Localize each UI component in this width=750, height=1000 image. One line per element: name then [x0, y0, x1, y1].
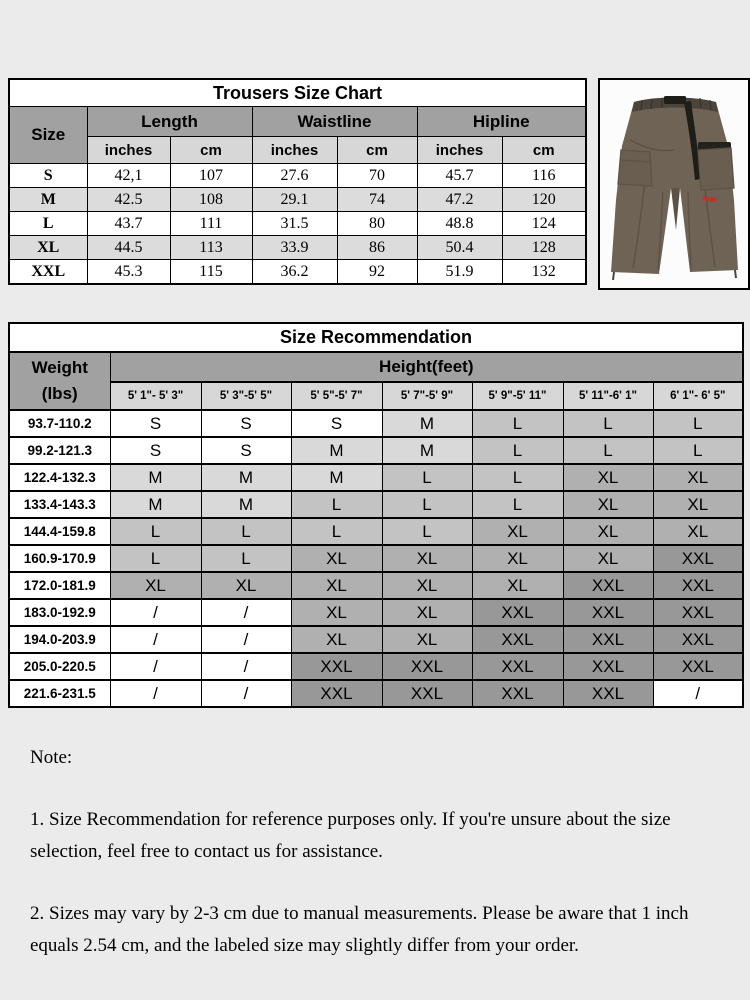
notes-section	[30, 742, 730, 992]
recommended-size-cell: L	[563, 410, 653, 437]
recommended-size-cell: XL	[563, 518, 653, 545]
recommended-size-cell: XXL	[653, 626, 743, 653]
recommendation-row	[9, 680, 743, 707]
height-range: 5' 11"-6' 1"	[563, 382, 653, 410]
recommended-size-cell: M	[110, 464, 201, 491]
weight-range-cell: 144.4-159.8	[9, 518, 110, 545]
recommendation-row	[9, 626, 743, 653]
weight-range-cell: 194.0-203.9	[9, 626, 110, 653]
recommendation-row	[9, 410, 743, 437]
recommended-size-cell: XXL	[563, 653, 653, 680]
recommended-size-cell: S	[201, 410, 291, 437]
measurement-cell: 33.9	[252, 236, 337, 260]
recommendation-row	[9, 545, 743, 572]
size-chart-title: Trousers Size Chart	[9, 79, 586, 107]
trousers-size-chart-table	[8, 78, 587, 285]
recommended-size-cell: /	[110, 599, 201, 626]
recommendation-body	[9, 410, 743, 707]
height-range: 5' 1"- 5' 3"	[110, 382, 201, 410]
weight-range-cell: 122.4-132.3	[9, 464, 110, 491]
size-chart-body	[9, 164, 586, 285]
hipline-group-header: Hipline	[417, 107, 586, 137]
recommendation-row	[9, 518, 743, 545]
measurement-cell: 74	[337, 188, 417, 212]
unit-header: inches	[87, 137, 170, 164]
recommended-size-cell: XXL	[653, 599, 743, 626]
measurement-cell: 116	[502, 164, 586, 188]
recommended-size-cell: M	[110, 491, 201, 518]
recommendation-row	[9, 653, 743, 680]
recommended-size-cell: L	[653, 437, 743, 464]
size-chart-row	[9, 188, 586, 212]
recommended-size-cell: L	[653, 410, 743, 437]
left-cargo-pocket	[618, 150, 652, 186]
recommendation-header-row	[9, 352, 743, 382]
right-cargo-pocket	[698, 148, 734, 190]
recommended-size-cell: XL	[653, 464, 743, 491]
recommended-size-cell: L	[472, 464, 563, 491]
size-corner-header: Size	[9, 107, 87, 164]
recommended-size-cell: XXL	[563, 572, 653, 599]
weight-header-line1: Weight	[31, 357, 88, 377]
unit-header: inches	[417, 137, 502, 164]
recommendation-row	[9, 464, 743, 491]
recommended-size-cell: L	[201, 545, 291, 572]
size-label-cell: S	[9, 164, 87, 188]
measurement-cell: 29.1	[252, 188, 337, 212]
recommended-size-cell: /	[110, 626, 201, 653]
weight-range-cell: 183.0-192.9	[9, 599, 110, 626]
recommended-size-cell: S	[110, 410, 201, 437]
recommended-size-cell: L	[110, 518, 201, 545]
unit-header: cm	[502, 137, 586, 164]
measurement-cell: 80	[337, 212, 417, 236]
recommended-size-cell: XL	[110, 572, 201, 599]
recommended-size-cell: /	[201, 599, 291, 626]
measurement-cell: 44.5	[87, 236, 170, 260]
height-range: 5' 9"-5' 11"	[472, 382, 563, 410]
measurement-cell: 120	[502, 188, 586, 212]
chart-group-header-row	[9, 107, 586, 137]
recommended-size-cell: L	[563, 437, 653, 464]
recommended-size-cell: L	[110, 545, 201, 572]
recommended-size-cell: S	[291, 410, 382, 437]
recommended-size-cell: M	[382, 410, 472, 437]
measurement-cell: 27.6	[252, 164, 337, 188]
weight-range-cell: 93.7-110.2	[9, 410, 110, 437]
height-header: Height(feet)	[110, 352, 743, 382]
measurement-cell: 31.5	[252, 212, 337, 236]
size-chart-row	[9, 164, 586, 188]
length-group-header: Length	[87, 107, 252, 137]
waistline-group-header: Waistline	[252, 107, 417, 137]
belt-buckle	[664, 96, 686, 104]
recommended-size-cell: XL	[653, 491, 743, 518]
recommended-size-cell: XL	[563, 491, 653, 518]
weight-range-cell: 172.0-181.9	[9, 572, 110, 599]
size-chart-row	[9, 212, 586, 236]
measurement-cell: 48.8	[417, 212, 502, 236]
recommended-size-cell: L	[382, 518, 472, 545]
left-hem-drawcord	[613, 272, 614, 280]
chart-title-row	[9, 79, 586, 107]
recommended-size-cell: M	[201, 464, 291, 491]
recommended-size-cell: L	[382, 464, 472, 491]
recommended-size-cell: /	[201, 680, 291, 707]
recommended-size-cell: XXL	[653, 572, 743, 599]
recommended-size-cell: /	[110, 680, 201, 707]
size-recommendation-table	[8, 322, 744, 708]
recommended-size-cell: /	[201, 653, 291, 680]
recommended-size-cell: XXL	[563, 626, 653, 653]
recommended-size-cell: XXL	[563, 599, 653, 626]
height-range: 5' 3"-5' 5"	[201, 382, 291, 410]
recommended-size-cell: XXL	[472, 680, 563, 707]
measurement-cell: 45.7	[417, 164, 502, 188]
height-range: 5' 5"-5' 7"	[291, 382, 382, 410]
recommended-size-cell: XL	[291, 572, 382, 599]
size-chart-row	[9, 236, 586, 260]
measurement-cell: 42.5	[87, 188, 170, 212]
measurement-cell: 70	[337, 164, 417, 188]
recommended-size-cell: XXL	[472, 599, 563, 626]
measurement-cell: 113	[170, 236, 252, 260]
recommended-size-cell: XXL	[472, 653, 563, 680]
recommended-size-cell: L	[291, 518, 382, 545]
measurement-cell: 111	[170, 212, 252, 236]
recommended-size-cell: L	[382, 491, 472, 518]
recommended-size-cell: XXL	[472, 626, 563, 653]
weight-range-cell: 99.2-121.3	[9, 437, 110, 464]
measurement-cell: 124	[502, 212, 586, 236]
trousers-illustration	[600, 80, 748, 288]
recommendation-row	[9, 437, 743, 464]
weight-header-line2: (lbs)	[41, 384, 78, 403]
size-label-cell: XXL	[9, 260, 87, 285]
recommended-size-cell: XXL	[291, 680, 382, 707]
recommended-size-cell: XXL	[653, 545, 743, 572]
weight-range-cell: 160.9-170.9	[9, 545, 110, 572]
recommended-size-cell: XXL	[653, 653, 743, 680]
recommended-size-cell: L	[201, 518, 291, 545]
note-item-1: 1. Size Recommendation for reference purposes only. If you're unsure about the size selection, feel free to contact us for assistance.	[30, 809, 671, 862]
recommended-size-cell: XL	[382, 599, 472, 626]
recommended-size-cell: /	[201, 626, 291, 653]
recommended-size-cell: XL	[653, 518, 743, 545]
recommended-size-cell: M	[291, 437, 382, 464]
measurement-cell: 36.2	[252, 260, 337, 285]
recommended-size-cell: XL	[472, 518, 563, 545]
unit-header: cm	[337, 137, 417, 164]
pants-crotch-shadow	[671, 188, 680, 230]
measurement-cell: 86	[337, 236, 417, 260]
recommended-size-cell: XL	[201, 572, 291, 599]
size-recommendation-title: Size Recommendation	[9, 323, 743, 352]
measurement-cell: 50.4	[417, 236, 502, 260]
recommended-size-cell: S	[201, 437, 291, 464]
recommendation-row	[9, 599, 743, 626]
recommended-size-cell: M	[201, 491, 291, 518]
recommendation-title-row	[9, 323, 743, 352]
measurement-cell: 108	[170, 188, 252, 212]
recommended-size-cell: S	[110, 437, 201, 464]
recommended-size-cell: XL	[291, 545, 382, 572]
measurement-cell: 45.3	[87, 260, 170, 285]
right-hem-drawcord	[735, 270, 736, 278]
recommendation-row	[9, 491, 743, 518]
weight-range-cell: 221.6-231.5	[9, 680, 110, 707]
recommended-size-cell: L	[472, 437, 563, 464]
recommended-size-cell: L	[472, 491, 563, 518]
product-photo	[598, 78, 750, 290]
size-label-cell: M	[9, 188, 87, 212]
recommended-size-cell: XL	[563, 545, 653, 572]
recommended-size-cell: XL	[563, 464, 653, 491]
size-label-cell: L	[9, 212, 87, 236]
recommended-size-cell: XL	[382, 572, 472, 599]
unit-header: inches	[252, 137, 337, 164]
recommended-size-cell: M	[291, 464, 382, 491]
measurement-cell: 128	[502, 236, 586, 260]
weight-header	[9, 352, 110, 410]
recommended-size-cell: XL	[291, 626, 382, 653]
measurement-cell: 115	[170, 260, 252, 285]
size-chart-row	[9, 260, 586, 285]
recommended-size-cell: /	[653, 680, 743, 707]
note-item-2: 2. Sizes may vary by 2-3 cm due to manual measurements. Please be aware that 1 inch equals 2.54 cm, and the labeled size may slightly differ from your order.	[30, 903, 689, 956]
recommended-size-cell: /	[110, 653, 201, 680]
weight-range-cell: 133.4-143.3	[9, 491, 110, 518]
recommended-size-cell: XL	[472, 572, 563, 599]
weight-range-cell: 205.0-220.5	[9, 653, 110, 680]
height-range: 5' 7"-5' 9"	[382, 382, 472, 410]
recommendation-row	[9, 572, 743, 599]
recommended-size-cell: XXL	[291, 653, 382, 680]
recommended-size-cell: L	[472, 410, 563, 437]
measurement-cell: 42,1	[87, 164, 170, 188]
measurement-cell: 132	[502, 260, 586, 285]
recommended-size-cell: XL	[382, 545, 472, 572]
chart-unit-header-row	[9, 137, 586, 164]
recommended-size-cell: XL	[291, 599, 382, 626]
recommended-size-cell: XL	[472, 545, 563, 572]
recommended-size-cell: L	[291, 491, 382, 518]
recommended-size-cell: XL	[382, 626, 472, 653]
recommended-size-cell: XXL	[563, 680, 653, 707]
recommended-size-cell: XXL	[382, 680, 472, 707]
recommended-size-cell: M	[382, 437, 472, 464]
size-label-cell: XL	[9, 236, 87, 260]
measurement-cell: 43.7	[87, 212, 170, 236]
measurement-cell: 107	[170, 164, 252, 188]
note-heading: Note:	[30, 747, 73, 768]
unit-header: cm	[170, 137, 252, 164]
height-range-row	[9, 382, 743, 410]
height-range: 6' 1"- 6' 5"	[653, 382, 743, 410]
recommended-size-cell: XXL	[382, 653, 472, 680]
measurement-cell: 51.9	[417, 260, 502, 285]
measurement-cell: 92	[337, 260, 417, 285]
measurement-cell: 47.2	[417, 188, 502, 212]
